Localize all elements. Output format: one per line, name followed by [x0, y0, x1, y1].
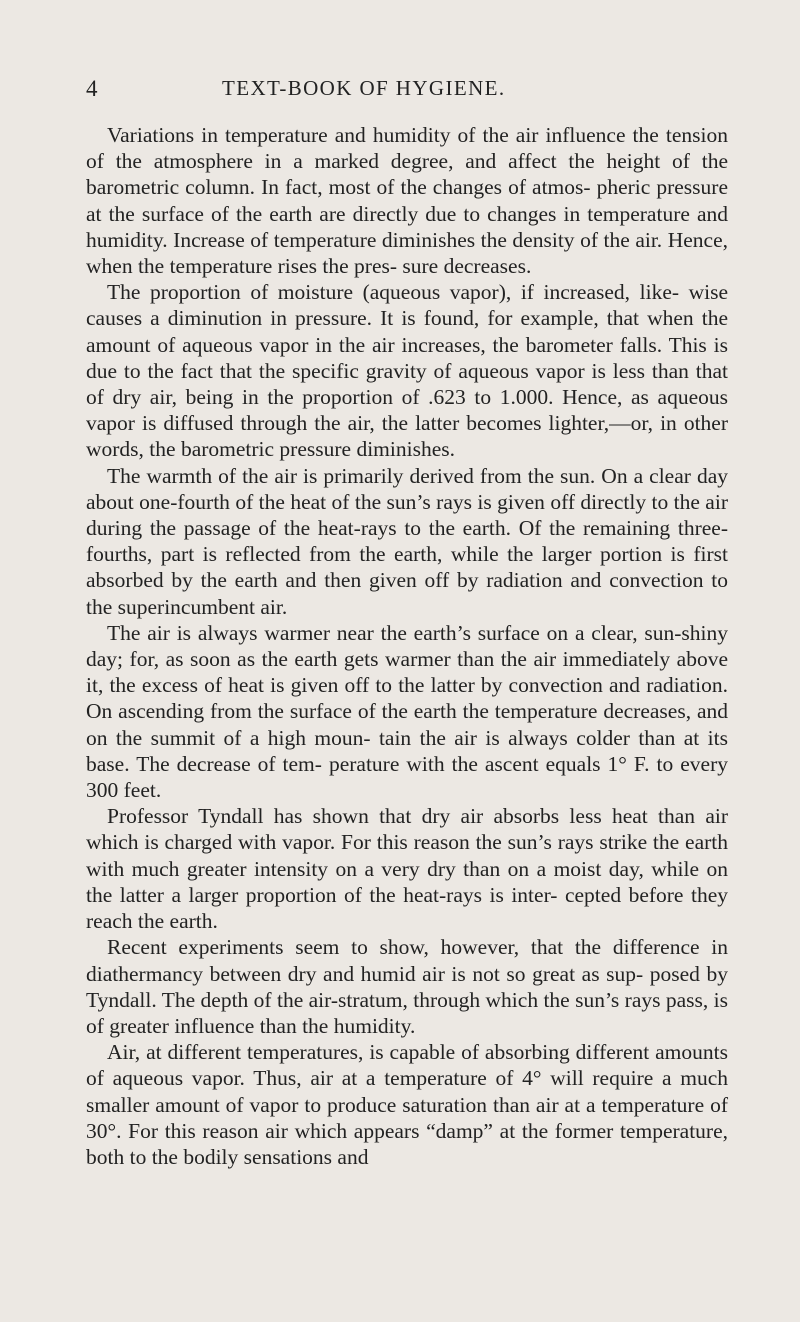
paragraph-saturation: Air, at different temperatures, is capable of absorbing different amounts of aqueous vapor. Thus, air at a temperature of 4° will require a much smaller amount of vapor to produce saturation than air at a temperature of 30°. For this reason air which appears “damp” at the former temperature, both to the bodily sensations and	[86, 1040, 728, 1169]
paragraph-aqueous-vapor: The proportion of moisture (aqueous vapor), if increased, like- wise causes a diminution in pressure. It is found, for example, that when the amount of aqueous vapor in the air increases, the barometer falls. This is due to the fact that the specific gravity of aqueous vapor is less than that of dry air, being in the proportion of .623 to 1.000. Hence, as aqueous vapor is diffused through the air, the latter becomes lighter,—or, in other words, the barometric pressure diminishes.	[86, 280, 728, 462]
paragraph-barometric-variation: Variations in temperature and humidity of the air influence the tension of the atmosphere in a marked degree, and affect the height of the barometric column. In fact, most of the changes of atmos- pheric pressure at the surface of the earth are directly due to changes in temperature and humidity. Increase of temperature diminishes the density of the air. Hence, when the temperature rises the pres- sure decreases.	[86, 123, 728, 279]
page-number: 4	[86, 76, 98, 101]
body-text	[86, 122, 728, 1170]
paragraph-diathermancy: Recent experiments seem to show, however, that the difference in diathermancy between dry and humid air is not so great as sup- posed by Tyndall. The depth of the air-stratum, through which the sun’s rays pass, is of greater influence than the humidity.	[86, 935, 728, 1038]
running-title: TEXT-BOOK OF HYGIENE.	[222, 76, 506, 100]
paragraph-tyndall: Professor Tyndall has shown that dry air absorbs less heat than air which is charged with vapor. For this reason the sun’s rays strike the earth with much greater intensity on a very dry than on a moist day, while on the latter a larger proportion of the heat-rays is inter- cepted before they reach the earth.	[86, 804, 728, 934]
running-head	[86, 76, 726, 106]
paragraph-sun-warmth: The warmth of the air is primarily derived from the sun. On a clear day about one-fourth of the heat of the sun’s rays is given off directly to the air during the passage of the heat-rays to the earth. Of the remaining three-fourths, part is reflected from the earth, while the larger portion is first absorbed by the earth and then given off by radiation and convection to the superincumbent air.	[86, 463, 728, 619]
paragraph-surface-temperature: The air is always warmer near the earth’s surface on a clear, sun-shiny day; for, as soon as the earth gets warmer than the air immediately above it, the excess of heat is given off to the latter by convection and radiation. On ascending from the surface of the earth the temperature decreases, and on the summit of a high moun- tain the air is always colder than at its base. The decrease of tem- perature with the ascent equals 1° F. to every 300 feet.	[86, 620, 728, 803]
